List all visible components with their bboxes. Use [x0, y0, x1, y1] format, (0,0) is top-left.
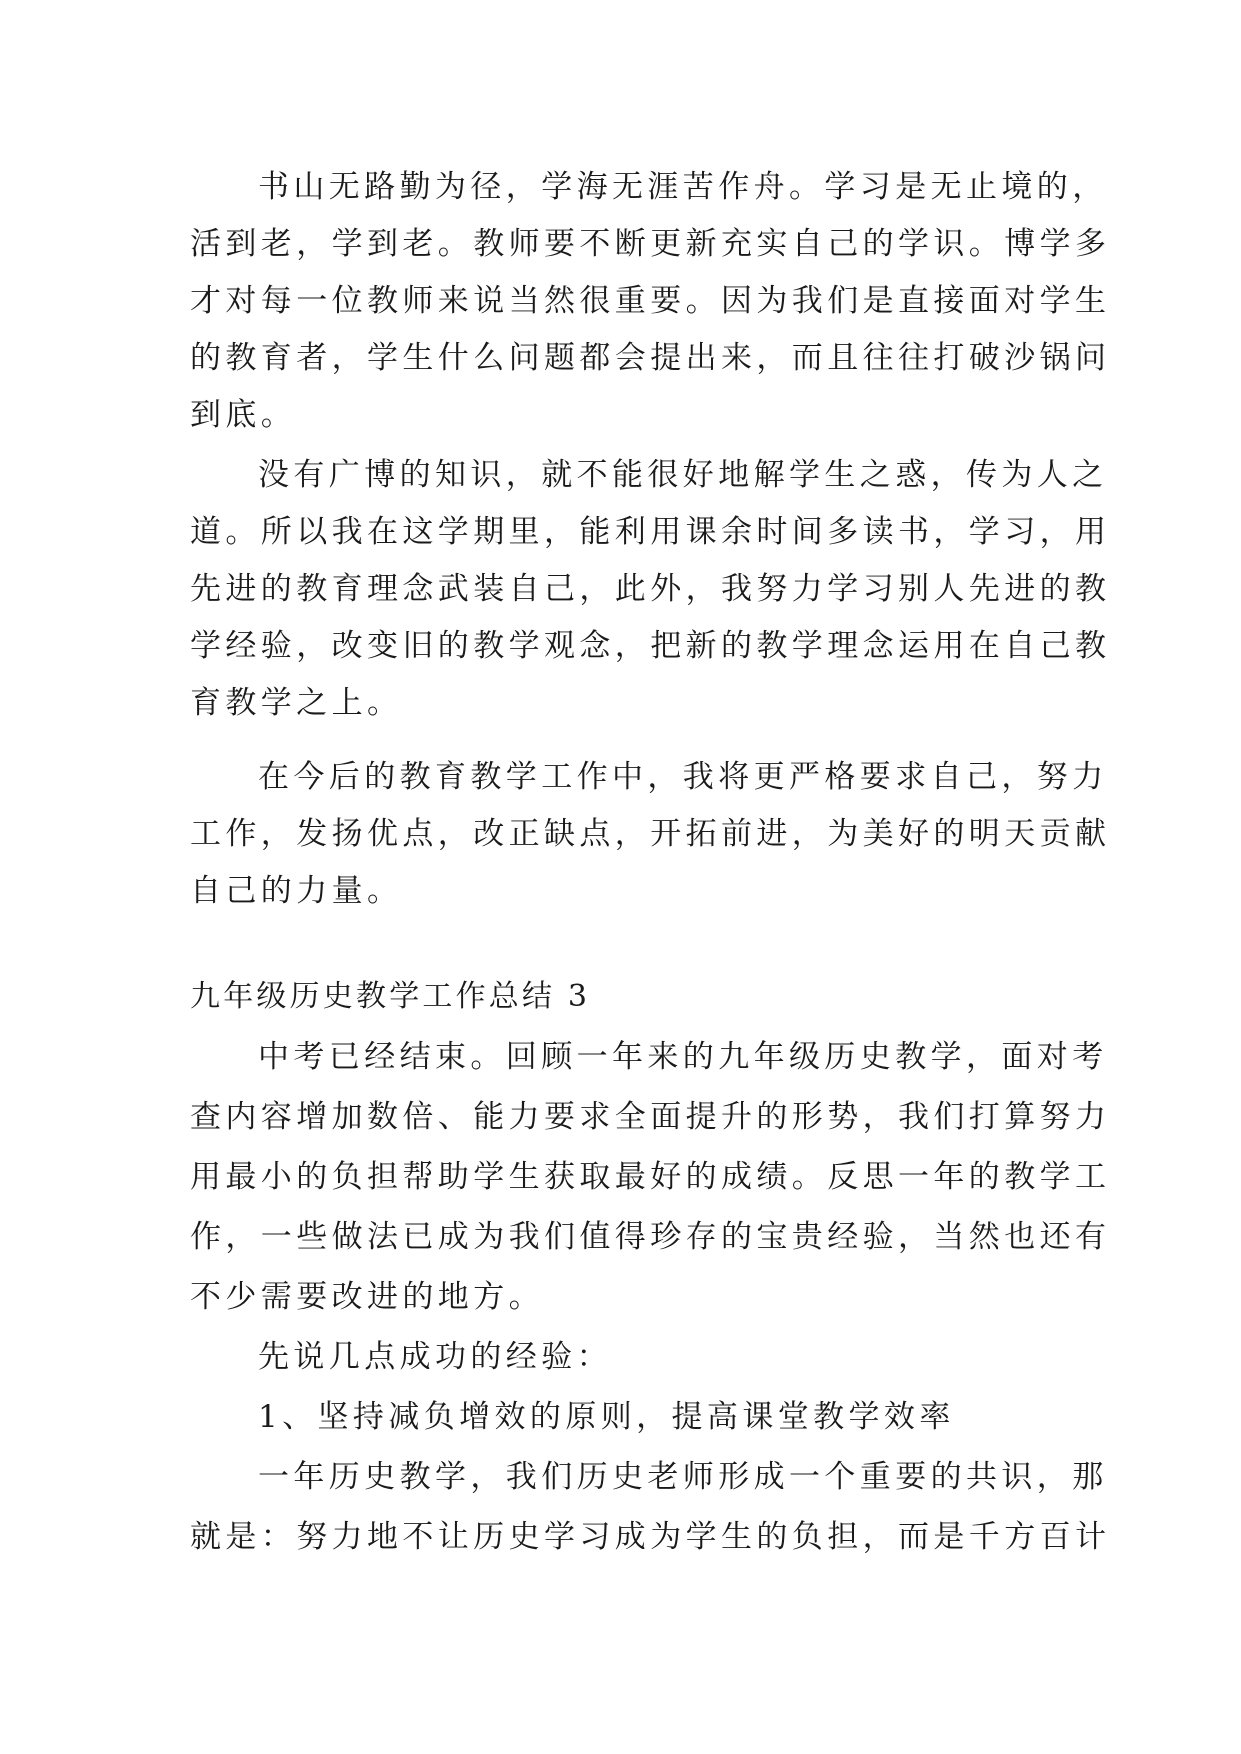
section-title: 九年级历史教学工作总结 3: [190, 979, 591, 1014]
text-line: 一年历史教学，我们历史老师形成一个重要的共识，那: [258, 1459, 1108, 1495]
text-line: 没有广博的知识，就不能很好地解学生之惑，传为人之: [258, 457, 1108, 493]
text-line: 活到老，学到老。教师要不断更新充实自己的学识。博学多: [190, 226, 1111, 262]
list-item-heading: 1、坚持减负增效的原则，提高课堂教学效率: [258, 1399, 955, 1435]
text-line: 的教育者，学生什么问题都会提出来，而且往往打破沙锅问: [190, 340, 1111, 376]
text-line: 先说几点成功的经验：: [258, 1339, 612, 1375]
text-line: 书山无路勤为径，学海无涯苦作舟。学习是无止境的，: [258, 169, 1108, 205]
text-line: 用最小的负担帮助学生获取最好的成绩。反思一年的教学工: [190, 1159, 1111, 1195]
paragraph-3: [190, 749, 1111, 920]
text-line: 自己的力量。: [190, 873, 403, 909]
text-line: 学经验，改变旧的教学观念，把新的教学理念运用在自己教: [190, 628, 1111, 664]
text-line: 作，一些做法已成为我们值得珍存的宝贵经验，当然也还有: [190, 1219, 1111, 1255]
text-line: 道。所以我在这学期里，能利用课余时间多读书，学习，用: [190, 514, 1111, 550]
paragraph-2: [190, 447, 1111, 732]
text-line: 中考已经结束。回顾一年来的九年级历史教学，面对考: [258, 1039, 1108, 1075]
text-line: 在今后的教育教学工作中，我将更严格要求自己，努力: [258, 759, 1108, 795]
section-3: [190, 967, 1111, 1567]
text-line: 查内容增加数倍、能力要求全面提升的形势，我们打算努力: [190, 1099, 1111, 1135]
text-line: 工作，发扬优点，改正缺点，开拓前进，为美好的明天贡献: [190, 816, 1111, 852]
text-line: 不少需要改进的地方。: [190, 1279, 544, 1315]
text-line: 育教学之上。: [190, 685, 403, 721]
text-line: 先进的教育理念武装自己，此外，我努力学习别人先进的教: [190, 571, 1111, 607]
text-line: 到底。: [190, 397, 297, 433]
text-line: 才对每一位教师来说当然很重要。因为我们是直接面对学生: [190, 283, 1111, 319]
text-line: 就是：努力地不让历史学习成为学生的负担，而是千方百计: [190, 1519, 1111, 1555]
paragraph-1: [190, 159, 1111, 444]
